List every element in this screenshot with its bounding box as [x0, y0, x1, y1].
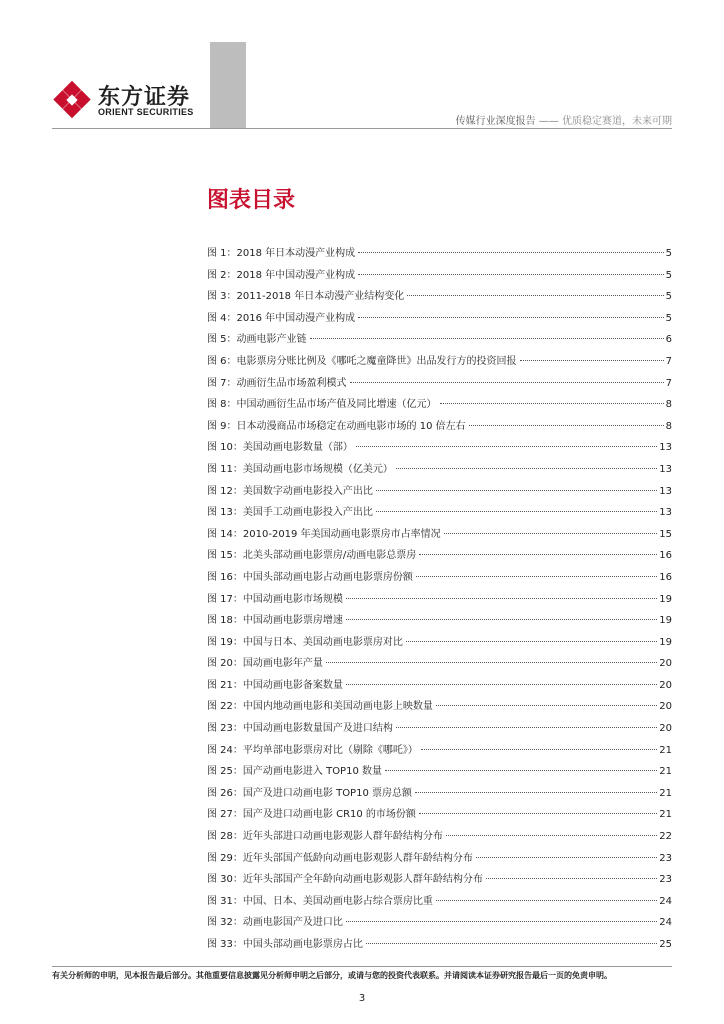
toc-leader-dots — [326, 662, 657, 663]
toc-entry-label[interactable]: 图 3：2011-2018 年日本动漫产业结构变化 — [207, 291, 405, 303]
page-number: 3 — [358, 993, 366, 1004]
toc-entry[interactable] — [207, 330, 672, 352]
toc-leader-dots — [346, 684, 657, 685]
toc-entry[interactable] — [207, 913, 672, 935]
toc-entry-page[interactable]: 21 — [659, 809, 672, 821]
toc-leader-dots — [346, 619, 657, 620]
toc-leader-dots — [358, 274, 663, 275]
toc-entry[interactable] — [207, 503, 672, 525]
report-type: 传媒行业深度报告 — [455, 116, 536, 127]
toc-entry-page[interactable]: 13 — [659, 442, 672, 454]
toc-entry-page[interactable]: 25 — [659, 939, 672, 950]
toc-entry-label[interactable]: 图 23：中国动画电影数量国产及进口结构 — [207, 723, 393, 735]
toc-leader-dots — [376, 511, 657, 512]
toc-entry-label[interactable]: 图 19：中国与日本、美国动画电影票房对比 — [207, 636, 403, 648]
toc-entry-label[interactable]: 图 28：近年头部进口动画电影观影人群年龄结构分布 — [207, 831, 443, 843]
logo-english-name: ORIENT SECURITIES — [98, 107, 194, 117]
toc-entry-page[interactable]: 19 — [659, 615, 672, 627]
toc-entry-page[interactable]: 19 — [659, 636, 672, 648]
toc-entry-page[interactable]: 21 — [659, 744, 672, 756]
toc-entry-page[interactable]: 8 — [665, 420, 672, 432]
logo-chinese-name: 东方证券 — [98, 85, 191, 110]
toc-leader-dots — [350, 382, 664, 383]
toc-entry-page[interactable]: 13 — [659, 463, 672, 475]
toc-entry-page[interactable]: 5 — [665, 312, 672, 324]
toc-entry-label[interactable]: 图 6：电影票房分账比例及《哪吒之魔童降世》出品发行方的投资回报 — [207, 355, 517, 367]
toc-entry-page[interactable]: 22 — [659, 831, 672, 843]
toc-leader-dots — [356, 446, 657, 447]
toc-entry[interactable] — [207, 892, 672, 914]
toc-entry-page[interactable]: 8 — [665, 399, 672, 411]
orient-securities-logo-icon — [52, 80, 92, 120]
toc-entry-page[interactable]: 20 — [659, 701, 672, 713]
toc-entry[interactable] — [207, 827, 672, 849]
company-logo — [52, 80, 222, 120]
toc-entry[interactable] — [207, 287, 672, 309]
toc-entry-label[interactable]: 图 5：动画电影产业链 — [207, 334, 307, 346]
header-rule — [52, 128, 672, 129]
header-report-info — [456, 112, 672, 127]
section-title: 图表目录 — [207, 188, 296, 213]
toc-leader-dots — [520, 360, 664, 361]
toc-entry[interactable] — [207, 784, 672, 806]
toc-entry-page[interactable]: 13 — [659, 485, 672, 497]
toc-entry-page[interactable]: 13 — [659, 507, 672, 519]
toc-leader-dots — [416, 576, 657, 577]
toc-entry-label[interactable]: 图 8：中国动画衍生品市场产值及同比增速（亿元） — [207, 399, 437, 411]
toc-entry-label[interactable]: 图 2：2018 年中国动漫产业构成 — [207, 269, 356, 281]
toc-entry-label[interactable]: 图 7：动画衍生品市场盈利模式 — [207, 377, 347, 389]
toc-entry-page[interactable]: 5 — [665, 248, 672, 259]
toc-entry[interactable] — [207, 935, 672, 957]
toc-entry[interactable] — [207, 719, 672, 741]
toc-entry[interactable] — [207, 417, 672, 439]
toc-entry[interactable] — [207, 870, 672, 892]
toc-entry-label[interactable]: 图 30：近年头部国产全年龄向动画电影观影人群年龄结构分布 — [207, 874, 483, 886]
toc-entry[interactable] — [207, 611, 672, 633]
toc-entry-label[interactable]: 图 31：中国、日本、美国动画电影占综合票房比重 — [207, 895, 433, 907]
toc-leader-dots — [444, 533, 658, 534]
toc-entry[interactable] — [207, 805, 672, 827]
toc-leader-dots — [419, 813, 657, 814]
toc-leader-dots — [469, 425, 664, 426]
toc-entry[interactable] — [207, 309, 672, 331]
toc-entry-label[interactable]: 图 21：中国动画电影备案数量 — [207, 679, 343, 691]
toc-entry-page[interactable]: 19 — [659, 593, 672, 605]
toc-entry-label[interactable]: 图 32：动画电影国产及进口比 — [207, 917, 343, 929]
toc-entry-page[interactable]: 24 — [659, 917, 672, 929]
toc-entry-page[interactable]: 23 — [659, 874, 672, 886]
toc-leader-dots — [346, 921, 657, 922]
toc-leader-dots — [406, 641, 657, 642]
toc-entry-page[interactable]: 7 — [665, 355, 672, 367]
toc-entry-label[interactable]: 图 26：国产及进口动画电影 TOP10 票房总额 — [207, 787, 412, 799]
toc-entry-page[interactable]: 5 — [665, 269, 672, 281]
toc-entry-label[interactable]: 图 27：国产及进口动画电影 CR10 的市场份额 — [207, 809, 416, 821]
footer-rule — [52, 966, 672, 967]
toc-entry[interactable] — [207, 762, 672, 784]
toc-entry[interactable] — [207, 849, 672, 871]
toc-entry-page[interactable]: 21 — [659, 787, 672, 799]
figure-toc-list — [207, 244, 672, 957]
toc-entry[interactable] — [207, 654, 672, 676]
toc-entry-page[interactable]: 16 — [659, 571, 672, 583]
toc-leader-dots — [419, 554, 657, 555]
toc-entry-page[interactable]: 23 — [659, 852, 672, 864]
toc-entry[interactable] — [207, 676, 672, 698]
toc-entry-label[interactable]: 图 17：中国动画电影市场规模 — [207, 593, 343, 605]
toc-entry-label[interactable]: 图 4：2016 年中国动漫产业构成 — [207, 312, 356, 324]
header-separator: —— — [538, 116, 559, 127]
toc-entry[interactable] — [207, 633, 672, 655]
toc-entry[interactable] — [207, 438, 672, 460]
toc-entry-label[interactable]: 图 14：2010-2019 年美国动画电影票房市占率情况 — [207, 528, 441, 540]
toc-leader-dots — [415, 792, 657, 793]
toc-entry[interactable] — [207, 482, 672, 504]
toc-entry[interactable] — [207, 525, 672, 547]
toc-entry[interactable] — [207, 741, 672, 763]
toc-leader-dots — [358, 317, 663, 318]
toc-leader-dots — [346, 598, 657, 599]
toc-entry[interactable] — [207, 460, 672, 482]
toc-leader-dots — [396, 727, 657, 728]
toc-entry[interactable] — [207, 568, 672, 590]
toc-entry-label[interactable]: 图 18：中国动画电影票房增速 — [207, 615, 343, 627]
toc-entry-page[interactable]: 6 — [665, 334, 672, 346]
toc-entry-page[interactable]: 21 — [659, 766, 672, 778]
toc-entry-label[interactable]: 图 24：平均单部电影票房对比（剔除《哪吒》） — [207, 744, 418, 756]
toc-entry-page[interactable]: 20 — [659, 723, 672, 735]
toc-leader-dots — [436, 900, 657, 901]
toc-entry-page[interactable]: 24 — [659, 895, 672, 907]
toc-entry-page[interactable]: 5 — [665, 291, 672, 303]
toc-entry[interactable] — [207, 697, 672, 719]
toc-entry-label[interactable]: 图 33：中国头部动画电影票房占比 — [207, 939, 363, 950]
toc-leader-dots — [310, 338, 664, 339]
toc-entry-label[interactable]: 图 11：美国动画电影市场规模（亿美元） — [207, 463, 393, 475]
toc-entry-label[interactable]: 图 16：中国头部动画电影占动画电影票房份额 — [207, 571, 413, 583]
toc-entry-page[interactable]: 15 — [659, 528, 672, 540]
toc-entry-label[interactable]: 图 29：近年头部国产低龄向动画电影观影人群年龄结构分布 — [207, 852, 473, 864]
toc-entry-label[interactable]: 图 12：美国数字动画电影投入产出比 — [207, 485, 373, 497]
toc-leader-dots — [476, 857, 657, 858]
toc-leader-dots — [366, 943, 657, 944]
toc-leader-dots — [440, 403, 664, 404]
toc-leader-dots — [486, 878, 657, 879]
toc-entry-page[interactable]: 20 — [659, 679, 672, 691]
toc-entry-label[interactable]: 图 1：2018 年日本动漫产业构成 — [207, 248, 356, 259]
toc-entry-label[interactable]: 图 20：国动画电影年产量 — [207, 658, 323, 670]
toc-entry-label[interactable]: 图 22：中国内地动画电影和美国动画电影上映数量 — [207, 701, 433, 713]
toc-entry-page[interactable]: 16 — [659, 550, 672, 562]
toc-leader-dots — [376, 490, 657, 491]
toc-entry[interactable] — [207, 395, 672, 417]
toc-entry-label[interactable]: 图 15：北美头部动画电影票房/动画电影总票房 — [207, 550, 417, 562]
toc-entry-label[interactable]: 图 25：国产动画电影进入 TOP10 数量 — [207, 766, 382, 778]
toc-leader-dots — [385, 770, 657, 771]
toc-entry-label[interactable]: 图 9：日本动漫商品市场稳定在动画电影市场的 10 倍左右 — [207, 420, 466, 432]
footer-disclaimer: 有关分析师的申明，见本报告最后部分。其他重要信息披露见分析师申明之后部分，或请与您的投资代表联系。并请阅读本证券研究报告最后一页的免责申明。 — [52, 971, 612, 980]
toc-entry[interactable] — [207, 352, 672, 374]
toc-leader-dots — [407, 295, 663, 296]
toc-entry[interactable] — [207, 244, 672, 266]
toc-leader-dots — [436, 705, 657, 706]
toc-entry[interactable] — [207, 590, 672, 612]
toc-entry[interactable] — [207, 266, 672, 288]
toc-entry-page[interactable]: 20 — [659, 658, 672, 670]
report-tagline: 优质稳定赛道，未来可期 — [562, 116, 672, 127]
toc-entry-label[interactable]: 图 10：美国动画电影数量（部） — [207, 442, 353, 454]
toc-leader-dots — [421, 749, 657, 750]
toc-leader-dots — [358, 252, 663, 253]
toc-entry[interactable] — [207, 546, 672, 568]
toc-leader-dots — [446, 835, 657, 836]
toc-leader-dots — [396, 468, 657, 469]
toc-entry-page[interactable]: 7 — [665, 377, 672, 389]
toc-entry-label[interactable]: 图 13：美国手工动画电影投入产出比 — [207, 507, 373, 519]
toc-entry[interactable] — [207, 374, 672, 396]
